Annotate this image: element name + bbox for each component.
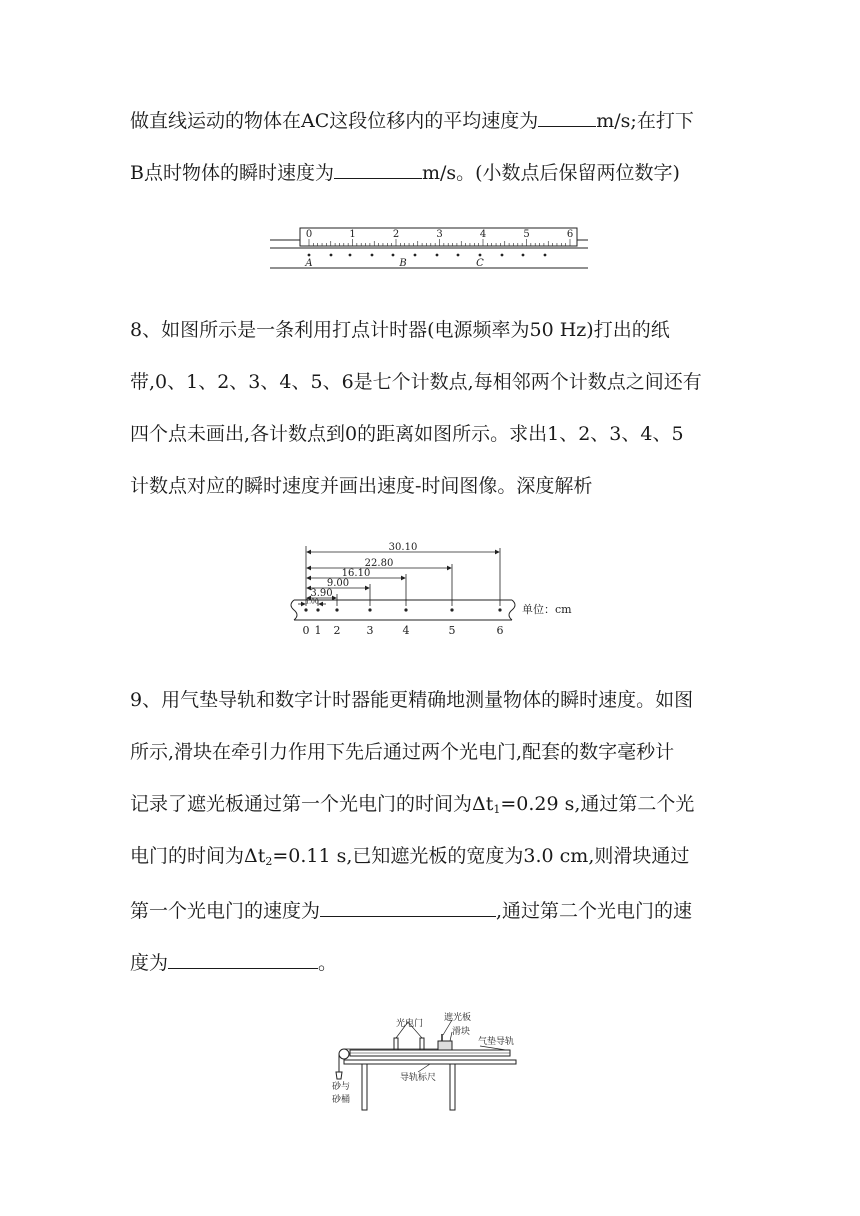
q9-answer-blank-1[interactable]: [320, 896, 496, 917]
q7-text-1b: m/s;在打下: [596, 110, 694, 132]
q7-text-1a: 做直线运动的物体在AC这段位移内的平均速度为: [130, 110, 539, 132]
dimension-value: 1.00: [305, 598, 319, 606]
count-point-label: 4: [402, 624, 410, 637]
q9-text-4a: 电门的时间为Δt: [130, 845, 266, 867]
dimension-value: 30.10: [388, 542, 418, 553]
q7-text-2b: m/s。(小数点后保留两位数字): [421, 162, 680, 184]
ruler-point-labels: [304, 258, 484, 269]
count-point: [404, 608, 407, 611]
q9-sub-2: 2: [265, 855, 273, 868]
dimension-value: 9.00: [326, 578, 350, 589]
q9-line-2: [130, 740, 674, 764]
q8-text-1: 8、如图所示是一条利用打点计时器(电源频率为50 Hz)打出的纸: [130, 319, 670, 341]
tape-dot: [522, 254, 525, 257]
label-air-track: 气垫导轨: [478, 1037, 515, 1047]
q7-text-2a: B点时物体的瞬时速度为: [130, 162, 334, 184]
ruler-labels: [306, 229, 573, 240]
q9-text-6a: 度为: [130, 952, 169, 974]
count-point-label: 5: [448, 624, 456, 637]
count-point-label: 2: [333, 624, 341, 637]
q9-line-4: [130, 844, 689, 874]
label-shade-plate: 遮光板: [444, 1013, 472, 1023]
ruler-tick-label: 0: [305, 229, 313, 240]
tape-dot: [308, 254, 311, 257]
dimension-value: 22.80: [364, 558, 394, 569]
label-track-ruler: 导轨标尺: [400, 1073, 437, 1083]
q7-ruler-figure: [270, 224, 590, 274]
ruler-dots: [308, 254, 547, 257]
count-point-label: 3: [366, 624, 374, 637]
q9-answer-blank-2[interactable]: [168, 948, 318, 969]
q8-line-3: [130, 422, 684, 446]
q9-line-3: [130, 792, 694, 822]
count-point: [450, 608, 453, 611]
tape-dot: [330, 254, 333, 257]
q9-line-5: [130, 896, 692, 923]
ruler-tick-label: 2: [392, 229, 400, 240]
q9-text-5b: ,通过第二个光电门的速: [496, 900, 693, 922]
count-point-label: 6: [496, 624, 504, 637]
tape-dot: [414, 254, 417, 257]
q9-text-1: 9、用气垫导轨和数字计时器能更精确地测量物体的瞬时速度。如图: [130, 689, 694, 711]
label-photogate: 光电门: [396, 1019, 424, 1029]
tape-dot: [479, 254, 482, 257]
ruler-tick-label: 4: [479, 229, 487, 240]
ruler-tick-label: 6: [566, 229, 574, 240]
q7-line-1: [130, 106, 694, 133]
q9-text-2: 所示,滑块在牵引力作用下先后通过两个光电门,配套的数字毫秒计: [130, 741, 675, 763]
tape-dot: [457, 254, 460, 257]
q7-line-2: [130, 158, 680, 185]
count-point-label: 1: [314, 624, 322, 637]
q8-text-2: 带,0、1、2、3、4、5、6是七个计数点,每相邻两个计数点之间还有: [130, 371, 702, 393]
tape-point-labels: [303, 624, 504, 637]
tape-dot: [392, 254, 395, 257]
ruler-tick-label: 1: [349, 229, 356, 240]
ruler-point-label: B: [399, 258, 407, 269]
count-point: [316, 608, 319, 611]
tape-dot: [544, 254, 547, 257]
ruler-tick-label: 5: [523, 229, 530, 240]
q7-answer-blank-1[interactable]: [538, 106, 596, 127]
q8-tape-figure: [280, 538, 600, 640]
dimension-value: 3.90: [310, 588, 333, 599]
count-point: [304, 608, 307, 611]
label-sand-2: 砂桶: [332, 1095, 351, 1105]
q9-line-1: [130, 688, 693, 712]
tape-dot: [349, 254, 352, 257]
q9-text-5a: 第一个光电门的速度为: [130, 900, 321, 922]
q9-text-3a: 记录了遮光板通过第一个光电门的时间为Δt: [130, 793, 494, 815]
tape-dot: [371, 254, 374, 257]
tape-unit-label: 单位：cm: [522, 603, 572, 616]
count-point: [498, 608, 501, 611]
q9-text-6b: 。: [318, 952, 338, 974]
count-point: [368, 608, 371, 611]
label-slider: 滑块: [452, 1027, 471, 1037]
ruler-ticks: [309, 239, 570, 246]
q8-line-2: [130, 370, 702, 394]
ruler-point-label: A: [305, 258, 313, 269]
tape-dot: [436, 254, 439, 257]
ruler-tick-label: 3: [436, 229, 443, 240]
q9-line-6: [130, 948, 337, 975]
tape-leader-lines: [306, 546, 500, 606]
q7-answer-blank-2[interactable]: [334, 158, 422, 179]
tape-dots: [304, 608, 501, 611]
q9-text-3b: =0.29 s,通过第二个光: [500, 793, 695, 815]
tape-dot: [501, 254, 504, 257]
count-point-label: 0: [302, 624, 310, 637]
q8-line-1: [130, 318, 670, 342]
q9-text-4b: =0.11 s,已知遮光板的宽度为3.0 cm,则滑块通过: [272, 845, 690, 867]
q9-sub-1: 1: [493, 803, 501, 816]
label-sand-1: 砂与: [332, 1082, 351, 1092]
q8-text-4: 计数点对应的瞬时速度并画出速度-时间图像。深度解析: [130, 475, 593, 497]
q8-line-4: [130, 474, 592, 498]
tape-dimensions: [298, 542, 499, 606]
q9-air-track-apparatus: [330, 1010, 530, 1115]
ruler-point-label: C: [476, 258, 484, 269]
count-point: [335, 608, 338, 611]
q8-text-3: 四个点未画出,各计数点到0的距离如图所示。求出1、2、3、4、5: [130, 423, 684, 445]
dimension-value: 16.10: [341, 568, 371, 579]
